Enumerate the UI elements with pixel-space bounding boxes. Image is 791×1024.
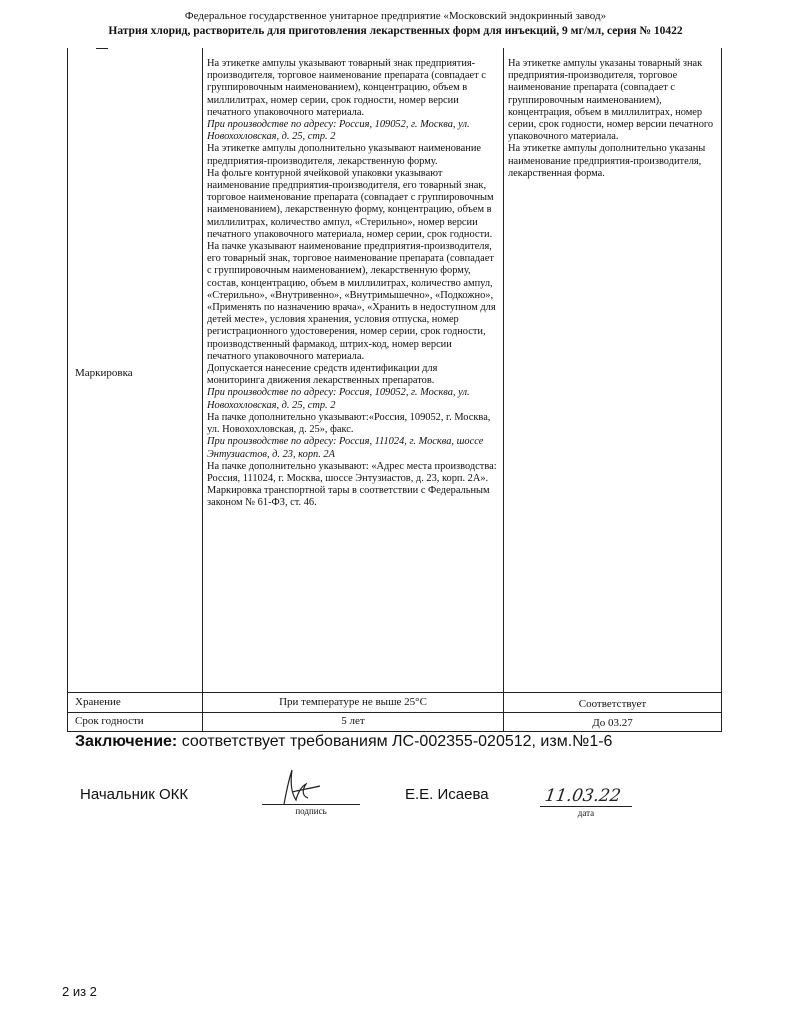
paragraph: На пачке указывают наименование предприятия-производителя, его товарный знак, торговое наименование препарата (совпадает с группировочным наименованием), лекарственную форму, состав, концентрацию, объем в миллилитрах, количество ампул, «Стерильно», «Внутривенно», «Внутримышечно», «Подкожно», «Применять по назначению врача», «Хранить в недоступном для детей месте», условия хранения, условия отпуска, номер регистрационного удостоверения, номер серии, срок годности, производственный фармакод, штрих-код, номер версии печатного упаковочного материала. bbox=[207, 241, 496, 362]
paragraph: При производстве по адресу: Россия, 111024, г. Москва, шоссе Энтузиастов, д. 23, корп. 2А bbox=[207, 436, 484, 460]
row-label-marking: Маркировка bbox=[75, 367, 133, 379]
paragraph: На этикетке ампулы дополнительно указаны наименование предприятия-производителя, лекарственная форма. bbox=[508, 143, 706, 179]
table-row-divider-2 bbox=[67, 712, 722, 713]
header-organization: Федеральное государственное унитарное предприятие «Московский эндокринный завод» bbox=[184, 10, 607, 22]
paragraph: На этикетке ампулы указывают товарный знак предприятия-производителя, торговое наименование препарата (совпадает с группировочным наименованием), концентрацию, объем в миллилитрах, номер серии, срок годности, номер версии печатного упаковочного материала. bbox=[207, 58, 486, 118]
table-row-divider-1 bbox=[67, 692, 722, 693]
paragraph: Маркировка транспортной тары в соответствии с Федеральным законом № 61-ФЗ, ст. 46. bbox=[207, 485, 490, 509]
storage-requirement: При температуре не выше 25°С bbox=[279, 696, 427, 708]
signer-name: Е.Е. Исаева bbox=[405, 786, 489, 803]
paragraph: На этикетке ампулы дополнительно указывают наименование предприятия-производителя, лекарственную форму. bbox=[207, 143, 482, 167]
table-border-left bbox=[67, 48, 68, 732]
table-divider-2 bbox=[503, 48, 504, 732]
row-label-storage: Хранение bbox=[75, 696, 121, 708]
marking-result-cell bbox=[508, 58, 716, 180]
table-top-mark bbox=[96, 48, 108, 49]
row-label-shelf-life: Срок годности bbox=[75, 715, 144, 727]
signature-line bbox=[262, 804, 360, 805]
table-border-right bbox=[721, 48, 722, 732]
paragraph: При производстве по адресу: Россия, 109052, г. Москва, ул. Новохохловская, д. 25, стр. 2 bbox=[207, 387, 470, 411]
storage-result: Соответствует bbox=[578, 698, 647, 710]
paragraph: На пачке дополнительно указывают:«Россия, 109052, г. Москва, ул. Новохохловская, д. 25», факс. bbox=[207, 411, 491, 436]
paragraph: При производстве по адресу: Россия, 109052, г. Москва, ул. Новохохловская, д. 25, стр. 2 bbox=[207, 119, 470, 143]
paragraph: На этикетке ампулы указаны товарный знак предприятия-производителя, торговое наименование препарата (совпадает с группировочным наименованием), концентрация, объем в миллилитрах, номер серии, срок годности, номер версии печатного упаковочного материала. bbox=[508, 58, 714, 143]
conclusion bbox=[75, 733, 612, 751]
signer-position: Начальник ОКК bbox=[80, 786, 189, 803]
marking-requirement-cell bbox=[207, 58, 497, 510]
table-border-bottom bbox=[67, 731, 722, 732]
sign-date: 11.03.22 bbox=[543, 786, 623, 806]
paragraph: На пачке дополнительно указывают: «Адрес места производства: Россия, 111024, г. Москва, шоссе Энтузиастов, д. 23, корп. 2А». bbox=[207, 460, 497, 484]
conclusion-text: соответствует требованиям ЛС-002355-020512, изм.№1-6 bbox=[177, 733, 613, 750]
paragraph: Допускается нанесение средств идентификации для мониторинга движения лекарственных препаратов. bbox=[207, 363, 438, 387]
shelf-life-requirement: 5 лет bbox=[341, 715, 365, 727]
conclusion-label: Заключение: bbox=[75, 733, 178, 750]
page-number: 2 из 2 bbox=[62, 984, 97, 999]
shelf-life-result: До 03.27 bbox=[592, 717, 633, 729]
signature-caption: подпись bbox=[295, 806, 327, 816]
paragraph: На фольге контурной ячейковой упаковки указывают наименование предприятия-производителя, его товарный знак, торговое наименование препарата (совпадает с группировочным наименованием), лекарственную форму, концентрацию, объем в миллилитрах, количество ампул, «Стерильно», номер версии печатного упаковочного материала, номер серии, срок годности. bbox=[207, 167, 494, 240]
header-product-title: Натрия хлорид, растворитель для приготовления лекарственных форм для инъекций, 9 мг/мл, серия № 10422 bbox=[108, 25, 683, 37]
date-caption: дата bbox=[577, 808, 595, 818]
table-divider-1 bbox=[202, 48, 203, 732]
date-line bbox=[540, 806, 632, 807]
